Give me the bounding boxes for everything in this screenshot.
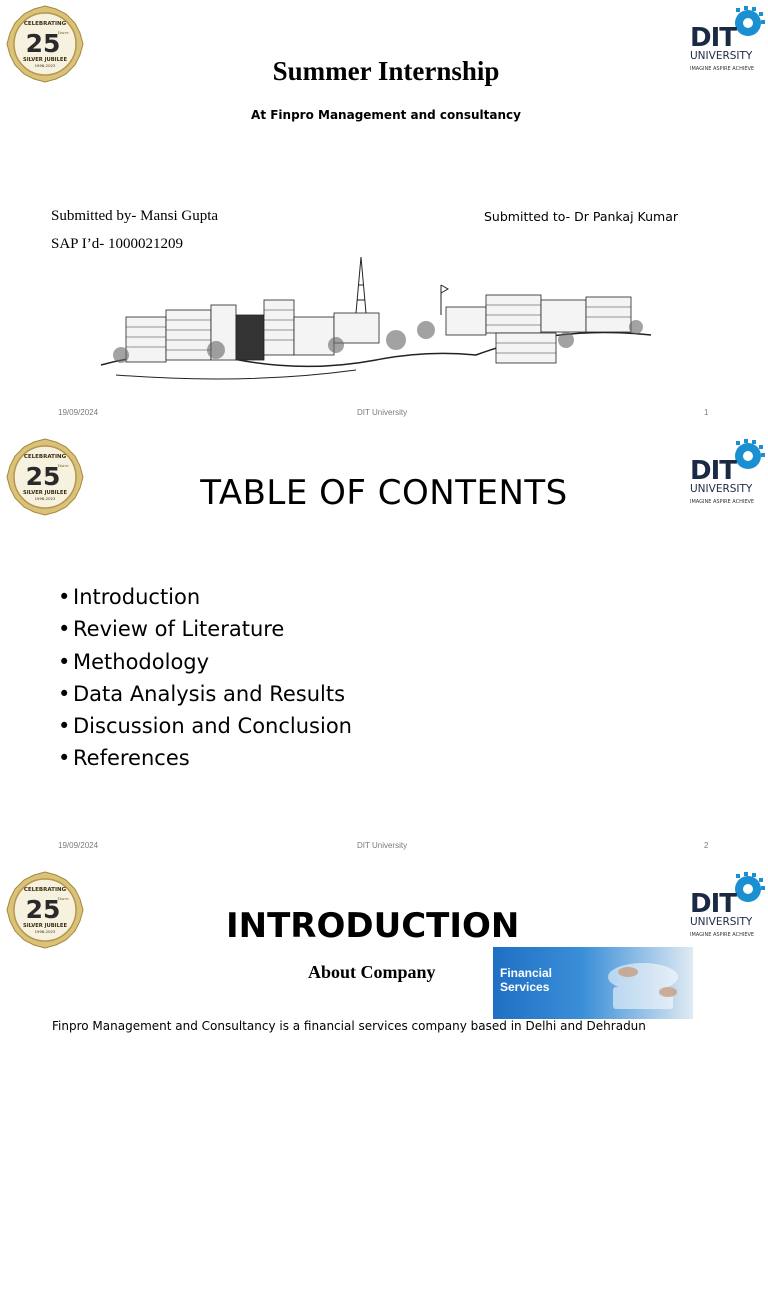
badge-years: Years [57, 30, 69, 35]
slide-title [0, 0, 768, 433]
bullet: • [58, 681, 71, 706]
toc-item-review-of-literature [58, 613, 352, 645]
logo-tagline: IMAGINE ASPIRE ACHIEVE [690, 66, 755, 72]
toc-item-discussion [58, 710, 352, 742]
footer-org: DIT University [357, 841, 408, 850]
footer-page-number: 2 [704, 841, 709, 850]
logo-sub: UNIVERSITY [690, 483, 753, 495]
bullet: • [58, 714, 71, 739]
slide-title-heading: Summer Internship [272, 56, 500, 86]
badge-label: SILVER JUBILEE [22, 923, 68, 929]
footer-page-number: 1 [704, 408, 709, 417]
toc-item-data-analysis [58, 678, 352, 710]
badge-range: 1998-2023 [34, 929, 56, 934]
badge-number: 25 [25, 29, 61, 58]
financial-services-label [500, 966, 580, 994]
introduction-heading: INTRODUCTION [226, 906, 520, 946]
badge-label: SILVER JUBILEE [22, 490, 68, 496]
toc-item-label: Data Analysis and Results [73, 681, 346, 706]
badge-top-text: CELEBRATING [23, 21, 67, 27]
about-company-heading: About Company [308, 962, 436, 982]
dit-university-logo [688, 872, 766, 942]
toc-item-methodology [58, 646, 352, 678]
submitted-to: Submitted to- Dr Pankaj Kumar [484, 209, 679, 224]
toc-item-label: Discussion and Conclusion [73, 714, 352, 739]
slide-introduction [0, 866, 768, 1299]
toc-item-label: Methodology [73, 649, 210, 674]
toc-item-label: Introduction [73, 585, 201, 609]
toc-list [58, 581, 352, 775]
slide-table-of-contents [0, 433, 768, 866]
toc-item-label: References [73, 746, 190, 771]
silver-jubilee-badge [6, 871, 84, 949]
badge-number: 25 [25, 895, 61, 924]
logo-name: DIT [690, 23, 736, 53]
image-label-line-2: Services [500, 980, 550, 994]
logo-sub: UNIVERSITY [690, 50, 753, 62]
toc-item-introduction [58, 581, 352, 613]
logo-tagline: IMAGINE ASPIRE ACHIEVE [690, 932, 755, 938]
badge-years: Years [57, 463, 69, 468]
logo-name: DIT [690, 456, 736, 486]
toc-heading: TABLE OF CONTENTS [200, 473, 568, 513]
bullet: • [58, 617, 71, 642]
submitted-by: Submitted by- Mansi Gupta [51, 208, 219, 224]
badge-top-text: CELEBRATING [23, 454, 67, 460]
bullet: • [58, 649, 71, 674]
image-label-line-1: Financial [500, 966, 553, 980]
badge-years: Years [57, 896, 69, 901]
footer-date: 19/09/2024 [58, 408, 99, 417]
sap-id: SAP I’d- 1000021209 [51, 236, 183, 252]
bullet: • [58, 746, 71, 771]
footer-date: 19/09/2024 [58, 841, 99, 850]
toc-item-references [58, 742, 352, 774]
badge-range: 1998-2023 [34, 496, 56, 501]
slide-subtitle: At Finpro Management and consultancy [251, 108, 521, 122]
footer-org: DIT University [357, 408, 408, 417]
badge-number: 25 [25, 462, 61, 491]
campus-sketch-image [96, 255, 656, 385]
bullet: • [58, 585, 71, 609]
logo-tagline: IMAGINE ASPIRE ACHIEVE [690, 499, 755, 505]
toc-item-label: Review of Literature [73, 617, 285, 642]
badge-top-text: CELEBRATING [23, 887, 67, 893]
badge-range: 1998-2023 [34, 63, 56, 68]
logo-sub: UNIVERSITY [690, 916, 753, 928]
badge-label: SILVER JUBILEE [22, 57, 68, 63]
logo-name: DIT [690, 889, 736, 919]
company-description-line: Finpro Management and Consultancy is a financial services company based in Delhi and Dehradun [52, 1019, 646, 1033]
